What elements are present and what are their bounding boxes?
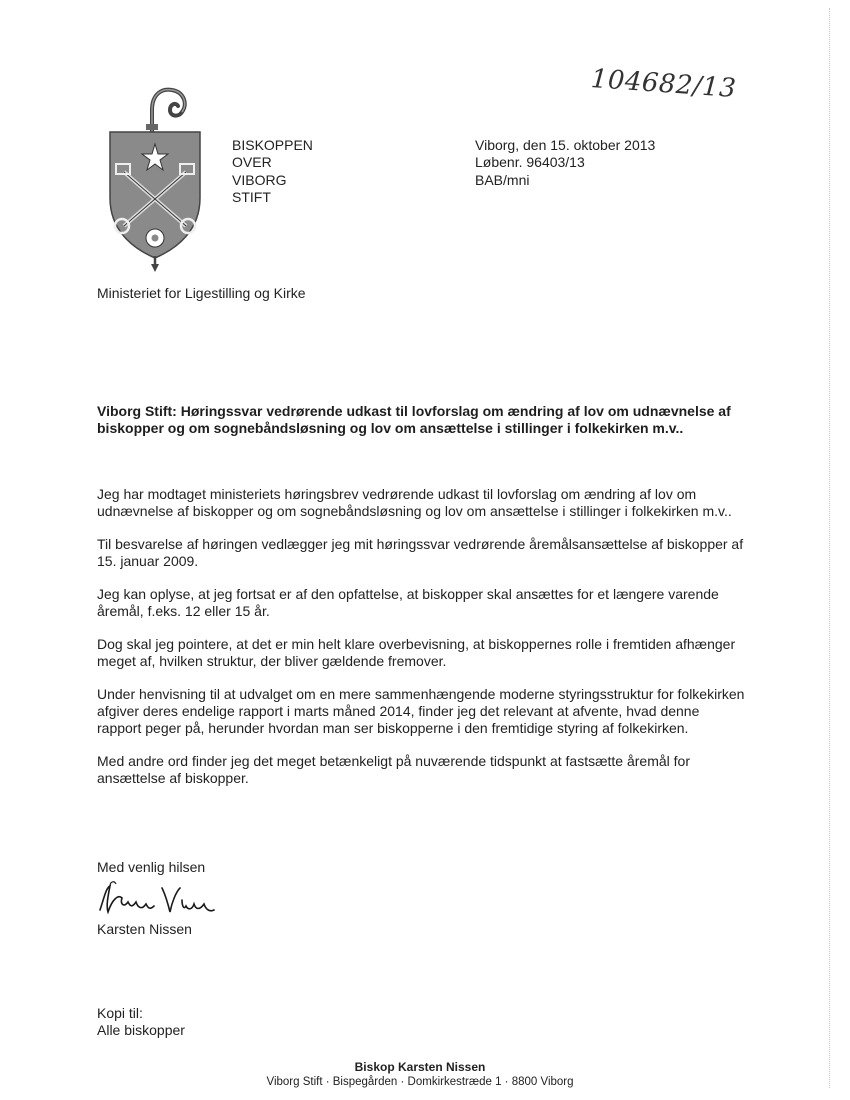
sender-block — [232, 137, 313, 206]
closing-phrase: Med venlig hilsen — [97, 859, 206, 875]
letter-footer — [0, 1060, 840, 1090]
journal-number-handwritten: 104682/13 — [589, 64, 738, 105]
copy-recipients: Alle biskopper — [97, 1022, 185, 1038]
body-paragraph: Under henvisning til at udvalget om en mere sammenhængende moderne styringsstruktur for folkekirken afgiver deres endelige rapport i marts måned 2014, finder jeg det relevant at afvente, hvad denne rapport peger på, herunder hvordan man ser biskopperne i den fremtidige styring af folkekirken. — [97, 686, 745, 736]
footer-name: Biskop Karsten Nissen — [354, 1060, 486, 1074]
copy-label: Kopi til: — [97, 1005, 143, 1021]
letter-meta — [475, 137, 655, 189]
recipient: Ministeriet for Ligestilling og Kirke — [97, 285, 306, 301]
letter-date: Viborg, den 15. oktober 2013 — [475, 137, 656, 153]
body-paragraph: Dog skal jeg pointere, at det er min helt klare overbevisning, at biskoppernes rolle i fremtiden afhænger meget af, hvilken struktur, der bliver gældende fremover. — [97, 636, 736, 669]
body-paragraph: Jeg har modtaget ministeriets høringsbrev vedrørende udkast til lovforslag om ændring af lov om udnævnelse af biskopper og om sognebåndsløsning og lov om ansættelse i stillinger i folkekirken m.v.. — [97, 486, 732, 519]
body-paragraph: Jeg kan oplyse, at jeg fortsat er af den opfattelse, at biskopper skal ansættes for et længere varende åremål, f.eks. 12 eller 15 år. — [97, 586, 719, 619]
body-paragraph: Til besvarelse af høringen vedlægger jeg mit høringssvar vedrørende åremålsansættelse af biskopper af 15. januar 2009. — [97, 536, 744, 569]
signer-name: Karsten Nissen — [97, 921, 192, 937]
handwritten-signature-icon — [96, 880, 216, 920]
sender-line: VIBORG — [232, 171, 287, 188]
sender-line: STIFT — [232, 188, 271, 205]
body-paragraph: Med andre ord finder jeg det meget betænkeligt på nuværende tidspunkt at fastsætte åremål for ansættelse af biskopper. — [97, 753, 691, 786]
letter-body — [97, 486, 747, 803]
subject-heading: Viborg Stift: Høringssvar vedrørende udkast til lovforslag om ændring af lov om udnævnelse af biskopper og om sognebåndsløsning og lov om ansættelse i stillinger i folkekirken m.v.. — [97, 403, 731, 436]
initials: BAB/mni — [475, 171, 530, 188]
sender-line: OVER — [232, 154, 272, 171]
footer-address: Viborg Stift · Bispegården · Domkirkestræde 1 · 8800 Viborg — [266, 1076, 574, 1088]
page-edge-line — [829, 8, 830, 1088]
reference-number: Løbenr. 96403/13 — [475, 154, 585, 171]
sender-line: BISKOPPEN — [232, 137, 313, 153]
copy-to-block — [97, 1005, 185, 1039]
diocese-crest-icon — [100, 80, 210, 272]
